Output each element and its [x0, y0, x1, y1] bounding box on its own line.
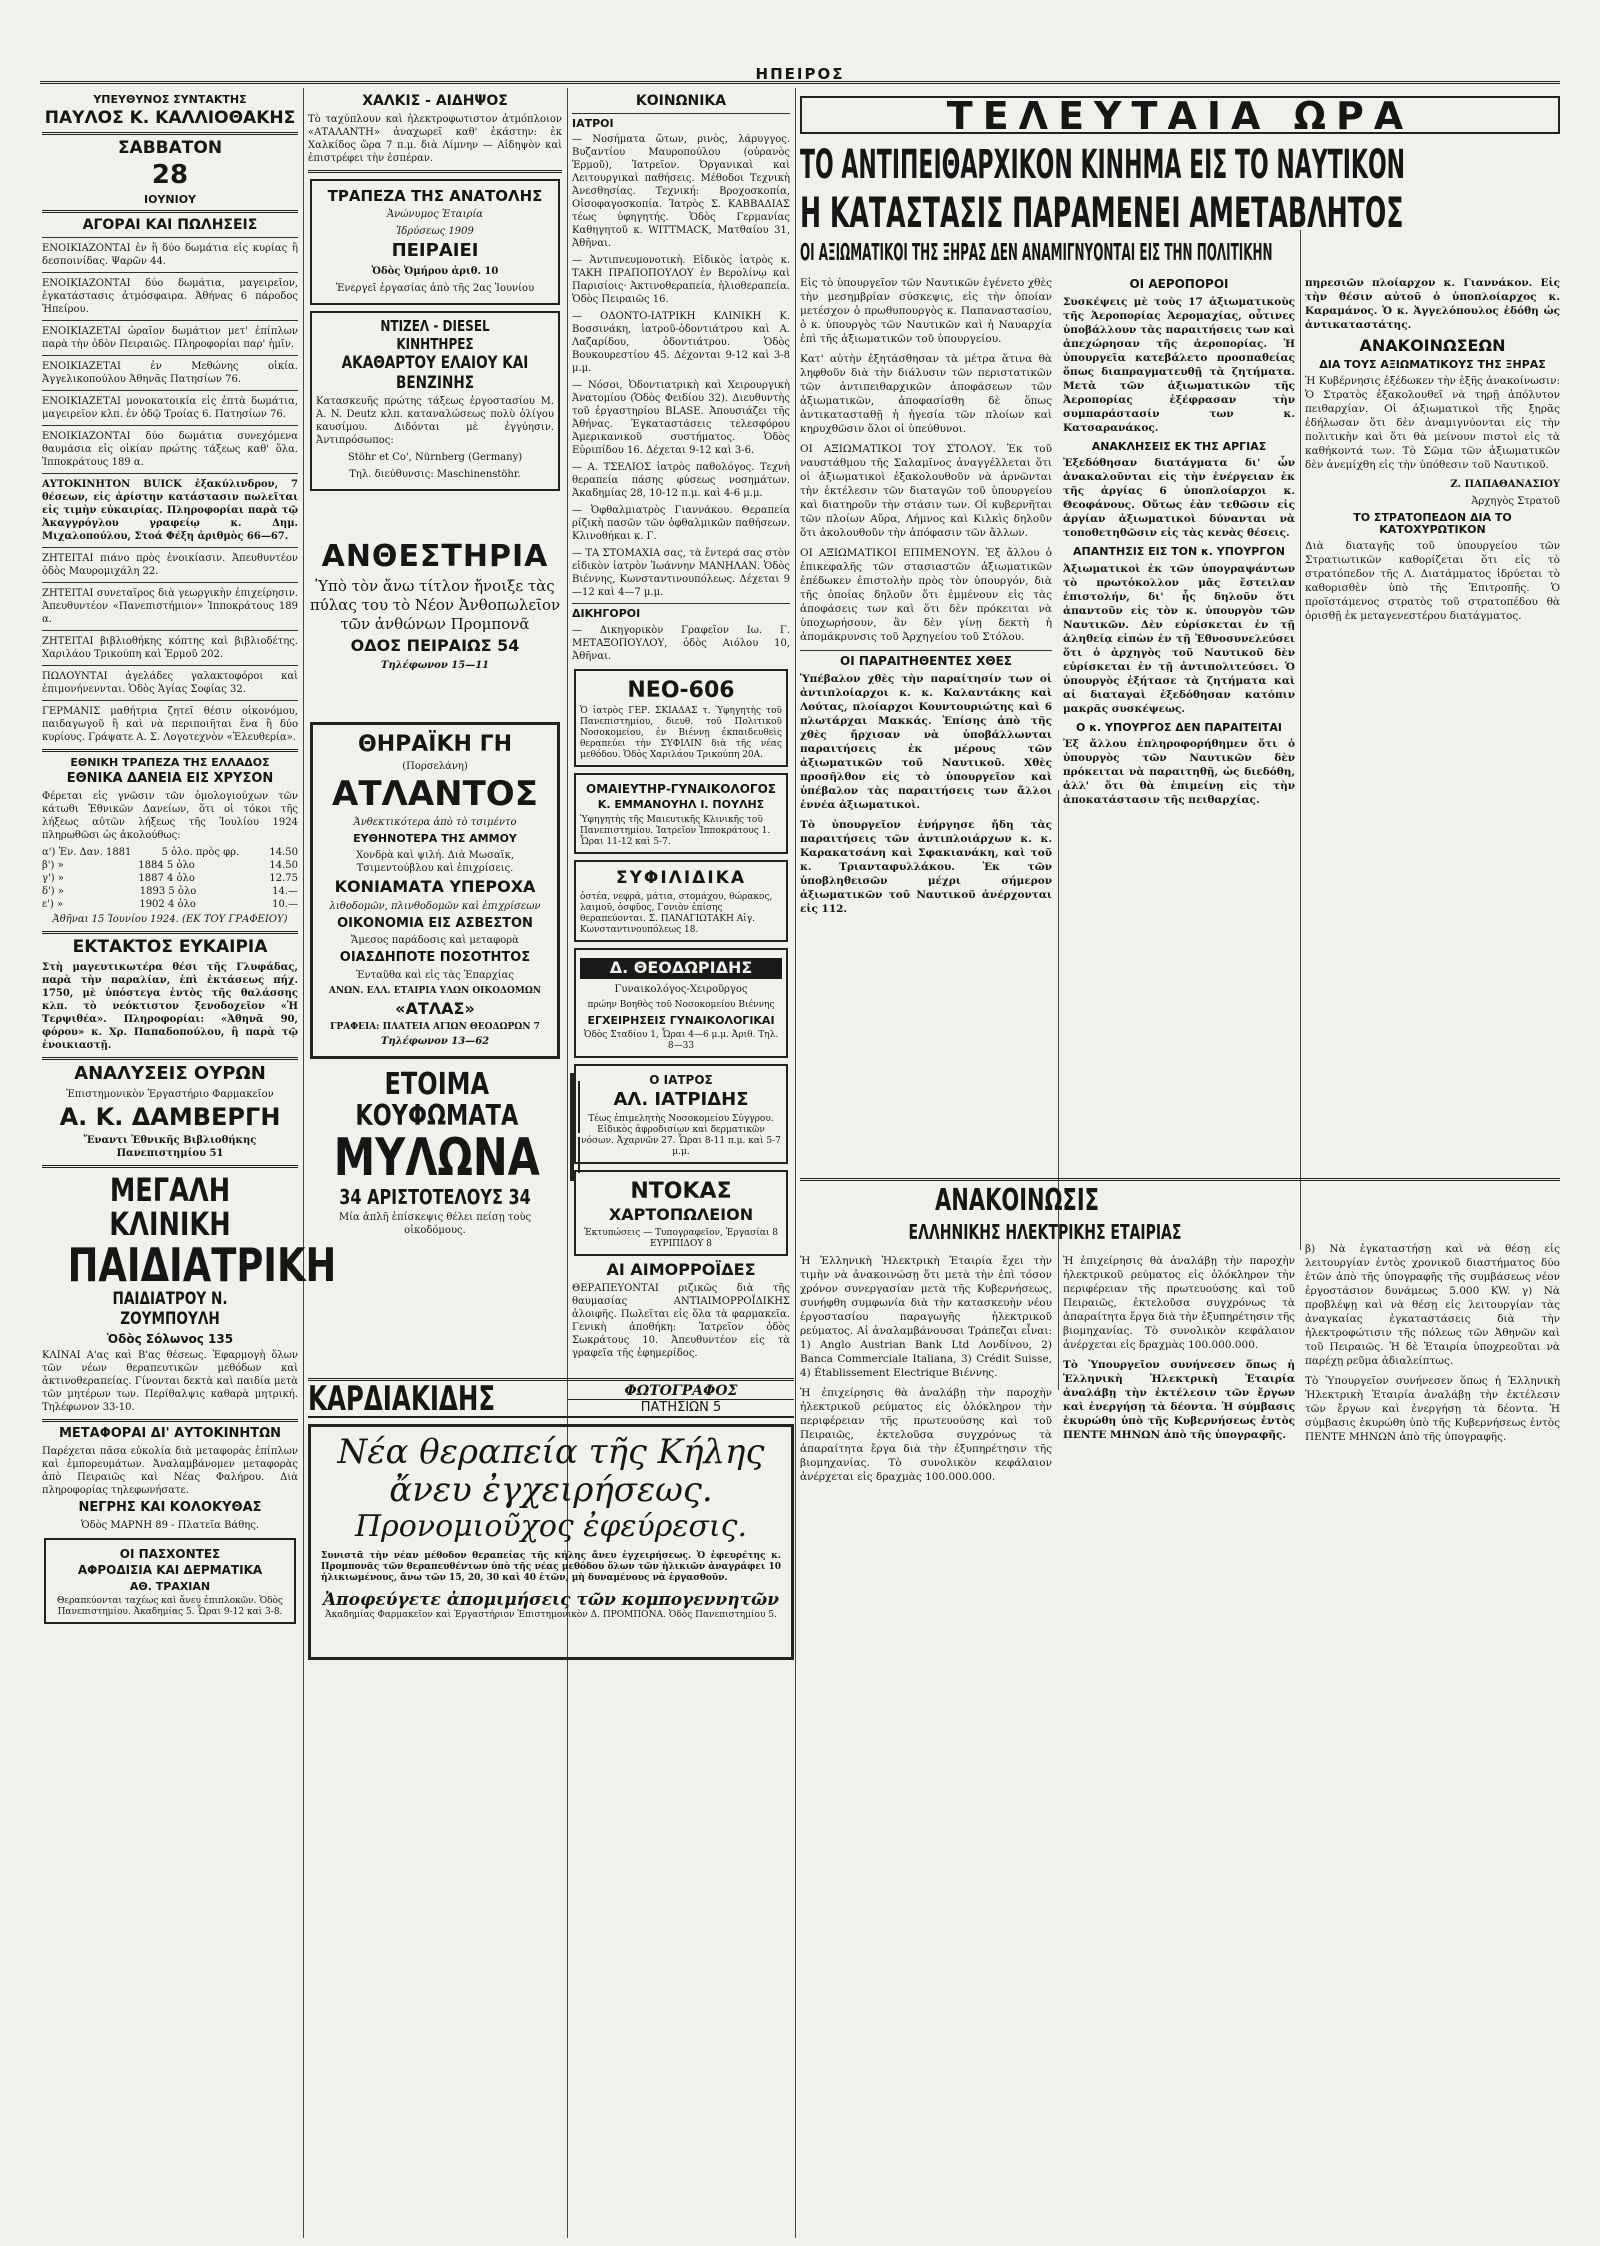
- announcement-signature: Ζ. ΠΑΠΑΘΑΝΑΣΙΟΥ: [1450, 479, 1560, 491]
- aviators-heading: ΟΙ ΑΕΡΟΠΟΡΟΙ: [1129, 277, 1229, 291]
- hernia-ad-line: Προνομιοῦχος ἐφεύρεσις.: [354, 1509, 748, 1544]
- theodoridis-ad-role: Γυναικολόγος-Χειροῦργος: [614, 983, 748, 995]
- photographer-ad: [308, 1378, 794, 1418]
- column-rule: [567, 88, 568, 2238]
- lime-ad-title: ΘΗΡΑΪΚΗ ΓΗ: [358, 731, 512, 757]
- bank-notice-text: Φέρεται εἰς γνῶσιν τῶν ὁμολογιούχων τῶν κάτωθι Ἐθνικῶν Δανείων, ὅτι οἱ τόκοι τῆς λήξεως αὐτῶν λήξεως τῆς Ἰουλίου 1924 πληρωθῶσι ὡς ἀκολούθως:: [42, 790, 298, 841]
- electric-column-c: [1305, 1240, 1560, 2242]
- bank-ad-city: ΠΕΙΡΑΙΕΙ: [391, 240, 479, 262]
- camp-text: Διὰ διαταγῆς τοῦ ὑπουργείου τῶν Στρατιωτικῶν καθορίζεται ὅτι εἰς τὸ στρατόπεδον τῆς Λ. Διατάμματος ἰδρύεται τὸ καθορισθὲν ὑπὸ τῆς Ἐπιτροπῆς. Ὁ προϊστάμενος στρατὸς τοῦ στρατοπέδου θὰ ὁρισθῇ ἐκ μεταγενεστέρου διατάγματος.: [1305, 540, 1560, 623]
- bank-notice-title: ΕΘΝΙΚΗ ΤΡΑΠΕΖΑ ΤΗΣ ΕΛΛΑΔΟΣ: [70, 755, 270, 769]
- classified: ΕΝΟΙΚΙΑΖΟΝΤΑΙ δύο δωμάτια, μαγειρεῖον, ἐγκατάστασις ἀτμόσφαιρα. Ἀθήνας 6 πάροδος Ἠπείρου.: [42, 277, 298, 315]
- photographer-role: ΦΩΤΟΓΡΑΦΟΣ: [568, 1383, 794, 1400]
- classified: ΖΗΤΕΙΤΑΙ βιβλιοθήκης κόπτης καὶ βιβλιοδέτης. Χαριλάου Τρικούπη καὶ Ἑρμοῦ 202.: [42, 635, 298, 660]
- headline-3-box: [800, 238, 1560, 268]
- electric-text: Τὸ Ὑπουργεῖον συνήνεσεν ὅπως ἡ Ἑλληνικὴ Ἠλεκτρικὴ Ἑταιρία ἀναλάβῃ τὴν ἐκτέλεσιν τῶν ἔργων καὶ ἐνεργήσῃ τὰ δέοντα. Ἡ σύμβασις ἐκυρώθη ὑπὸ τῆς Κυβερνήσεως ἐντὸς ΠΕΝΤΕ ΜΗΝΩΝ ἀπὸ τῆς ὑπογραφῆς.: [1063, 1359, 1295, 1441]
- lime-ad-text: Χονδρὰ καὶ ψιλή. Διὰ Μωσαϊκ, Τσιμεντούβλου καὶ ἐπιχρίσεις.: [356, 849, 514, 874]
- hernia-ad-footer: Ἀκαδημίας Φαρμακεῖον καὶ Ἐργαστήριον Ἐπιστημονικὸν Δ. ΠΡΟΜΠΟΝΑ. Ὁδὸς Πανεπιστημίου 5.: [325, 1610, 777, 1620]
- date-number: 28: [151, 160, 189, 191]
- neo606-ad-title: ΝΕΟ-606: [627, 677, 735, 703]
- ntokas-ad: [574, 1170, 788, 1256]
- doctor-notice: — Α. ΤΣΕΛΙΟΣ ἰατρὸς παθολόγος. Τεχνὴ θεραπεία πάσης φύσεως νοσημάτων. Ἀκαδημίας 28, 10-12 π.μ. καὶ 4-6 μ.μ.: [572, 462, 790, 500]
- theodoridis-ad-operations: ΕΓΧΕΙΡΗΣΕΙΣ ΓΥΝΑΙΚΟΛΟΓΙΚΑΙ: [587, 1013, 775, 1027]
- car-ad: ΑΥΤΟΚΙΝΗΤΟΝ BUICK ἑξακύλινδρον, 7 θέσεων, εἰς ἀρίστην κατάστασιν πωλεῖται εἰς τιμὴν εὐκαιρίας. Πληροφορίαι παρὰ τῷ Ἀκαγγρόγλου γραφείῳ κ. Δημ. Μιχαλοπούλου, Στοά Φέξη ἀριθμὸς 66—67.: [42, 478, 298, 542]
- ntokas-ad-text: Ἐκτυπώσεις — Τυπογραφεῖον, Ἐργασίαι 8 ΕΥΡΙΠΙΔΟΥ 8: [583, 1227, 779, 1249]
- hernia-ad-line: Νέα θεραπεία τῆς Κήλης: [337, 1432, 765, 1472]
- lime-ad-company: ΑΝΩΝ. ΕΛΛ. ΕΤΑΙΡΙΑ ΥΛΩΝ ΟΙΚΟΔΟΜΩΝ: [328, 986, 542, 997]
- article-paragraph: Εἰς τὸ ὑπουργεῖον τῶν Ναυτικῶν ἐγένετο χθὲς τὴν μεσημβρίαν σύσκεψις, εἰς τὴν ὁποίαν μετέσχον ὁ πρωθυπουργὸς κ. Παπαναστασίου, ὁ κ. ὑπουργὸς τῶν Ναυτικῶν καὶ ἡ Ναυαρχία ἐπὶ τῆς ἀξιωματικῶν τοῦ ὑπουργείου.: [800, 277, 1052, 345]
- doctors-heading: ΙΑΤΡΟΙ: [572, 116, 614, 130]
- lime-ad-economy: ΟΙΚΟΝΟΜΙΑ ΕΙΣ ΑΣΒΕΣΤΟΝ: [337, 915, 533, 931]
- column-3: [572, 90, 790, 1375]
- diesel-ad-title: ΝΤΙΖΕΛ - DIESEL ΚΙΝΗΤΗΡΕΣ: [380, 317, 490, 354]
- frames-ad-brand: ΜΥΛΩΝΑ: [333, 1127, 540, 1188]
- headline-1: ΤΟ ΑΝΤΙΠΕΙΘΑΡΧΙΚΟΝ ΚΙΝΗΜΑ ΕΙΣ ΤΟ ΝΑΥΤΙΚΟΝ: [800, 142, 1406, 188]
- transport-address: Ὁδὸς ΜΑΡΝΗ 89 - Πλατεῖα Βάθης.: [81, 1519, 259, 1531]
- announcement-heading: ΑΝΑΚΟΙΝΩΣΕΩΝ: [1359, 336, 1506, 355]
- lime-ad-office: ΓΡΑΦΕΙΑ: ΠΛΑΤΕΙΑ ΑΓΙΩΝ ΘΕΟΔΩΡΩΝ 7: [330, 1021, 540, 1032]
- diesel-ad-telegram: Τηλ. διεύθυνσις: Maschinenstöhr.: [349, 469, 521, 481]
- section-title: ΑΓΟΡΑΙ ΚΑΙ ΠΩΛΗΣΕΙΣ: [82, 217, 258, 234]
- lime-ad-quantity: ΟΙΑΣΔΗΠΟΤΕ ΠΟΣΟΤΗΤΟΣ: [339, 950, 531, 966]
- headline-2-box: [800, 190, 1560, 236]
- venereal-ad-subtitle: ΑΦΡΟΔΙΣΙΑ ΚΑΙ ΔΕΡΜΑΤΙΚΑ: [77, 1563, 263, 1578]
- column-rule: [303, 88, 304, 2238]
- theodoridis-ad-address: Ὁδὸς Σταδίου 1, Ὧραι 4—6 μ.μ. Ἀριθ. Τηλ. 8—33: [583, 1030, 779, 1052]
- anthesteria-phone: Τηλέφωνον 15—11: [380, 659, 490, 671]
- opportunity-title: ΕΚΤΑΚΤΟΣ ΕΥΚΑΙΡΙΑ: [72, 936, 268, 957]
- iatridis-ad-title: Ο ΙΑΤΡΟΣ: [649, 1073, 713, 1088]
- bank-notice-subtitle: ΕΘΝΙΚΑ ΔΑΝΕΙΑ ΕΙΣ ΧΡΥΣΟΝ: [66, 771, 274, 787]
- classified: ΠΩΛΟΥΝΤΑΙ ἀγελάδες γαλακτοφόροι καὶ ἐπιμονήνεννται. Ὁδὸς Ἁγίας Σοφίας 32.: [42, 670, 298, 695]
- diesel-ad-text: Κατασκευῆς πρώτης τάξεως ἐργοστασίου M. A. N. Deutz κλπ. καταναλώσεως πολὺ ὀλίγου καυσίμου. Διδόνται μὲ ἐγγύησιν. Ἀντιπρόσωπος:: [316, 396, 554, 447]
- doctor-notice: — Νοσήματα ὤτων, ρινὸς, λάρυγγος. Βυζαντίου Μαυροπούλου (οὐρανὸς Ἑρμοῦ), Ἰατρεῖον. Ὀργανικαὶ καὶ Λειτουργικαὶ παθήσεις. Μέθοδοι Τεχνικὴ Ἀνεσθησίας. Τεχνική: Βροχοσκοπία, Οἰσοφαγοσκοπία. Ἰατρὸς Σ. ΚΑΒΒΑΔΙΑΣ τέως ὑφηγητής. Ὁδὸς Γερμανίας Καθηγητοῦ κ. WITTMACK, Ματθαίου 31, Ἀθῆναι.: [572, 134, 790, 250]
- lime-ad-location: Ἐνταῦθα καὶ εἰς τὰς Ἐπαρχίας: [355, 970, 515, 982]
- classified: ΓΕΡΜΑΝΙΣ μαθήτρια ζητεῖ θέσιν οἰκονόμου, παιδαγωγοῦ ἢ καὶ νὰ περιποιῆται ἕνα ἢ δύο κυρίους. Γράψατε Α. Σ. Λογοτεχνὸν «Ἐλευθερία».: [42, 705, 298, 743]
- frames-address: 34 ΑΡΙΣΤΟΤΕΛΟΥΣ 34: [339, 1184, 531, 1209]
- newspaper-title: ΗΠΕΙΡΟΣ: [755, 65, 845, 83]
- lime-ad-delivery: Ἄμεσος παράδοσις καὶ μεταφορὰ: [351, 935, 519, 947]
- lawyer-notice: — Δικηγορικὸν Γραφεῖον Ιω. Γ. ΜΕΤΑΞΟΠΟΥΛΟΥ, ὁδὸς Αιόλου 10, Ἀθῆναι.: [572, 624, 790, 662]
- article-column-b: [1063, 274, 1295, 1170]
- announcement-text: Ἡ Κυβέρνησις ἐξέδωκεν τὴν ἑξῆς ἀνακοίνωσιν: Ὁ Στρατὸς ἐξακολουθεῖ νὰ τηρῇ ἀπόλυτον πειθαρχίαν. Οἱ ἀξιωματικοὶ τῆς ξηρᾶς ἐδήλωσαν ὅτι δὲν ἀναμιγνύονται εἰς τὴν πολιτικὴν καὶ ὅτι θὰ μείνουν πιστοὶ εἰς τὰ καθήκοντά των. Τὸ Σῶμα τῶν ἀξιωματικῶν δὲν ἀνεμίχθη εἰς τὴν ὑπόθεσιν τοῦ Ναυτικοῦ.: [1305, 375, 1560, 472]
- classified: ΕΝΟΙΚΙΑΖΕΤΑΙ μονοκατοικία εἰς ἐπτὰ δωμάτια, μαγειρεῖον κλπ. ἐν ὁδῷ Τροίας 6. Πατησίων 76.: [42, 395, 298, 420]
- hernia-ad-slogan: Ἀποφεύγετε ἀπομιμήσεις τῶν κομπογεννητῶν: [322, 1590, 779, 1610]
- doctor-notice: — ΟΔΟΝΤΟ-ΙΑΤΡΙΚΗ ΚΛΙΝΙΚΗ Κ. Βοσσινάκη, ἰατροῦ-ὀδοντιάτρου καὶ Α. Λαζαρίδου, ὀδοντιάτρου. Ὁδὸς Βουκουρεστίου 45. Δέχονται 9-12 καὶ 3-8 μ.μ.: [572, 311, 790, 375]
- urine-analysis-title: ΑΝΑΛΥΣΕΙΣ ΟΥΡΩΝ: [74, 1062, 266, 1084]
- editor-name: ΠΑΥΛΟΣ Κ. ΚΑΛΛΙΟΘΑΚΗΣ: [44, 107, 296, 128]
- classified: ΕΝΟΙΚΙΑΖΕΤΑΙ ὡραῖον δωμάτιον μετ' ἐπίπλων παρὰ τὴν ὁδὸν Πειραιῶς. Πληροφορίαι παρ' ἡμῖν.: [42, 325, 298, 350]
- ntokas-ad-title: ΝΤΟΚΑΣ: [630, 1178, 732, 1204]
- article-paragraph: πηρεσιῶν πλοίαρχον κ. Γιαννάκον. Εἰς τὴν θέσιν αὐτοῦ ὁ ὑποπλοίαρχος κ. Καραμάνος. Ὁ κ. Ἀγγελόπουλος ἐδόθη ὡς ἀντικαταστάτης.: [1305, 277, 1560, 331]
- classified: ΖΗΤΕΙΤΑΙ πιάνο πρὸς ἐνοικίασιν. Ἀπευθυντέον ὁδὸς Μαυρομιχάλη 22.: [42, 552, 298, 577]
- diesel-ad-company: Stöhr et Co', Nürnberg (Germany): [347, 452, 523, 464]
- theodoridis-ad-name: Δ. ΘΕΟΔΩΡΙΔΗΣ: [580, 958, 782, 979]
- bank-ad-title: ΤΡΑΠΕΖΑ ΤΗΣ ΑΝΑΤΟΛΗΣ: [327, 186, 543, 205]
- bank-ad-founded: Ἱδρύσεως 1909: [396, 226, 474, 238]
- month: ΙΟΥΝΙΟΥ: [143, 192, 197, 206]
- lime-ad-brand: ΑΤΛΑΝΤΟΣ: [332, 773, 538, 814]
- headline-1-box: [800, 142, 1560, 188]
- iatridis-ad: [574, 1064, 788, 1163]
- transport-text: Παρέχεται πᾶσα εὐκολία διὰ μεταφορὰς ἐπίπλων καὶ ἐμπορευμάτων. Ἀναλαμβάνομεν μεταφορὰς ἀπὸ Πειραιῶς καὶ Νέας Φαλήρου. Διὰ πληροφορίας τηλεφωνήσατε.: [42, 1446, 298, 1497]
- bond-row: β') » 1884 5 ὁλο 14.50: [42, 859, 298, 871]
- venereal-ad: [44, 1538, 296, 1625]
- announcement-signature-role: Ἀρχηγὸς Στρατοῦ: [1471, 496, 1560, 508]
- diesel-ad-subtitle: ΑΚΑΘΑΡΤΟΥ ΕΛΑΙΟΥ ΚΑΙ ΒΕΝΖΙΝΗΣ: [341, 353, 529, 394]
- electric-text: β) Νὰ ἐγκαταστήσῃ καὶ νὰ θέσῃ εἰς λειτουργίαν ἐντὸς χρονικοῦ διαστήματος δύο ἐτῶν ἀπὸ τῆς ὑπογραφῆς τῆς συμβάσεως νέον ἐργοστάσιον δυνάμεως 5.000 KW. γ) Νὰ προβλέψῃ καὶ νὰ θέσῃ εἰς λειτουργίαν τὰς ἀναγκαίας ἐγκαταστάσεις διὰ τὴν ἠλεκτροφώτισιν τῆς πόλεως τῶν Ἀθηνῶν καὶ τοῦ Πειραιῶς. Ἡ δὲ Ἑταιρία ὑποχρεοῦται νὰ παρέχῃ ρεῦμα ἀδιαλείπτως.: [1305, 1243, 1560, 1367]
- bond-row: δ') » 1893 5 ὁλο 14.—: [42, 885, 298, 897]
- classified: ΕΝΟΙΚΙΑΖΕΤΑΙ ἐν Μεθώνης οἰκία. Ἀγγελικοπούλου Ἀθηνᾶς Πατησίων 76.: [42, 360, 298, 385]
- gynecologist-ad-title: ΟΜΑΙΕΥΤΗΡ-ΓΥΝΑΙΚΟΛΟΓΟΣ: [586, 781, 776, 796]
- electric-text: Τὸ Ὑπουργεῖον συνήνεσεν ὅπως ἡ Ἑλληνικὴ Ἠλεκτρικὴ Ἑταιρία ἀναλάβῃ τὴν ἐκτέλεσιν τῶν ἔργων καὶ ἐνεργήσῃ τὰ δέοντα. Ἡ σύμβασις ἐκυρώθη ὑπὸ τῆς Κυβερνήσεως ἐντὸς ΠΕΝΤΕ ΜΗΝΩΝ ἀπὸ τῆς ὑπογραφῆς.: [1305, 1375, 1560, 1443]
- column-rule: [795, 88, 796, 2238]
- reply-text: Ἀξιωματικοὶ ἐκ τῶν ὑπογραψάντων τὸ πρωτόκολλον μᾶς ἔστειλαν ἐπιστολήν, δι' ἧς δηλοῦν ὅτι ἀπαντοῦν εἰς τὸν κ. ὑπουργὸν τῶν Ναυτικῶν. Δὲν εὑρίσκεται ἐν τῇ ἀληθείᾳ εἰπὼν ἐν τῇ Ἐθνοσυνελεύσει ὅτι ὁ ἀρχηγὸς τοῦ Ναυτικοῦ δὲν εὑρίσκεται ἐν τῇ ἀντιπολιτεύσει. Ὁ ὑπουργὸς ἐξήτασε τὰ ζητήματα καὶ αἱ διαταγαὶ ἐξεδόθησαν κατόπιν μακρᾶς συσκέψεως.: [1063, 562, 1295, 715]
- ferry-text: Τὸ ταχύπλουν καὶ ἡλεκτροφωτιστον ἀτμόπλοιον «ΑΤΑΛΑΝΤΗ» ἀναχωρεῖ καθ' ἑκάστην: ἐκ Χαλκίδος ὥρα 7 π.μ. διὰ Λίμνην — Αἰδηψὸν καὶ ἐπιστρέφει τὴν ἑσπέραν.: [308, 113, 562, 164]
- last-hour-title: ΤΕΛΕΥΤΑΙΑ ΩΡΑ: [946, 94, 1414, 138]
- anthesteria-address: ΟΔΟΣ ΠΕΙΡΑΙΩΣ 54: [350, 635, 520, 655]
- urine-analysis-subtitle: Ἐπιστημονικὸν Ἐργαστήριο Φαρμακεῖον: [66, 1088, 274, 1100]
- doctor-notice: — ΤΑ ΣΤΟΜΑΧΙΑ σας, τὰ ἔντερά σας στὸν εἰδικὸν ἰατρὸν Ἰωάννην ΜΑΝΗΛΑΝ. Ὁδὸς Βιέννης, Κωνσταντινουπόλεως. Δέχεται 9—12 καὶ 4—7 μ.μ.: [572, 548, 790, 599]
- headline-3: ΟΙ ΑΞΙΩΜΑΤΙΚΟΙ ΤΗΣ ΞΗΡΑΣ ΔΕΝ ΑΝΑΜΙΓΝΥΟΝΤΑΙ ΕΙΣ ΤΗΝ ΠΟΛΙΤΙΚΗΝ: [800, 240, 1273, 266]
- theodoridis-ad: [574, 948, 788, 1058]
- article-paragraph: ΟΙ ΑΞΙΩΜΑΤΙΚΟΙ ΤΟΥ ΣΤΟΛΟΥ. Ἐκ τοῦ ναυστάθμου τῆς Σαλαμῖνος ἀναγγέλλεται ὅτι οἱ ἀξιωματικοὶ ἐξακολουθοῦν νὰ ἀρνῶνται τὴν ἐκτέλεσιν τῶν διαταγῶν τοῦ ὑπουργείου καὶ διατηροῦν τὴν στάσιν των. Οἱ κυβερνῆται τῶν πλοίων Αὔρα, Λήμνος καὶ Κιλκὶς δηλοῦν ὅτι ἀκολουθοῦν τὴν ἀπόφασιν τῶν ἄλλων.: [800, 443, 1052, 539]
- urine-analysis-address: Ἔναντι Ἐθνικῆς Βιβλιοθήκης Πανεπιστημίου 51: [83, 1134, 257, 1159]
- masthead: [40, 64, 1560, 84]
- electric-column-b: [1063, 1252, 1295, 2242]
- venereal-ad-doctor: ΑΘ. ΤΡΑΧΙΑΝ: [129, 1579, 211, 1593]
- venereal-ad-title: ΟΙ ΠΑΣΧΟΝΤΕΣ: [119, 1546, 221, 1561]
- clinic-title: ΜΕΓΑΛΗ ΚΛΙΝΙΚΗ: [109, 1170, 231, 1243]
- electric-heading-box: [800, 1178, 1560, 1218]
- lime-ad: [310, 722, 560, 1059]
- lime-ad-phone: Τηλέφωνον 13—62: [380, 1035, 490, 1047]
- bond-row: α') Ἐν. Δαν. 1881 5 ὁλο. πρὸς φρ. 14.50: [42, 846, 298, 858]
- column-1: [42, 90, 337, 2238]
- last-hour-banner: [800, 94, 1560, 138]
- doctor-notice: — Ὀφθαλμιατρὸς Γιαννάκου. Θεραπεία ρίζικὴ πασῶν τῶν ὀφθαλμικῶν παθήσεων. Κλινοθήκαι κ. Γ.: [572, 505, 790, 543]
- anthesteria-title: ΑΝΘΕΣΤΗΡΙΑ: [321, 539, 549, 575]
- opportunity-text: Στὴ μαγευτικωτέρα θέσι τῆς Γλυφάδας, παρὰ τὴν παραλίαν, ἐπὶ ἐκτάσεως πήχ. 1750, μὲ ὑπόστεγα ἐντὸς τῆς θαλάσσης κλπ. τὸ νεόκτιστον ξενοδοχεῖον «Ἡ Τερψιθέα». Πληροφορίαι: «Ἀθηνᾶ 90, φόρου» κ. Χρ. Παπαδοπούλου, ἢ παρὰ τῷ ἐνοικιαστῇ.: [42, 961, 298, 1051]
- syphilis-ad: [574, 860, 788, 942]
- column-2: [308, 90, 562, 1375]
- lawyers-heading: ΔΙΚΗΓΟΡΟΙ: [572, 607, 641, 621]
- editor-label: ΥΠΕΥΘΥΝΟΣ ΣΥΝΤΑΚΤΗΣ: [93, 93, 247, 106]
- clinic-title-large: ΠΑΙΔΙΑΤΡΙΚΗ: [67, 1237, 337, 1292]
- social-section-title: ΚΟΙΝΩΝΙΚΑ: [635, 93, 727, 109]
- camp-heading: ΤΟ ΣΤΡΑΤΟΠΕΔΟΝ ΔΙΑ ΤΟ ΚΑΤΟΧΥΡΩΤΙΚΟΝ: [1353, 511, 1512, 536]
- lime-ad-company-name: «ΑΤΛΑΣ»: [395, 999, 475, 1019]
- article-column-a: [800, 274, 1052, 1170]
- theodoridis-ad-text: πρώην Βοηθὸς τοῦ Νοσοκομείου Βιέννης: [587, 999, 775, 1010]
- bond-row: ε') » 1902 4 ὁλο 10.—: [42, 898, 298, 910]
- resignations-heading: ΟΙ ΠΑΡΑΙΤΗΘΕΝΤΕΣ ΧΘΕΣ: [840, 654, 1012, 668]
- article-paragraph: ΟΙ ΑΞΙΩΜΑΤΙΚΟΙ ΕΠΙΜΕΝΟΥΝ. Ἐξ ἄλλου ὁ ἐπικεφαλῆς τῶν στασιαστῶν ἀξιωματικῶν ἐπέδωκεν ἐπιστολὴν πρὸς τὸν ὑπουργόν, διὰ τῆς ὁποίας δηλοῦν ὅτι ἐμμένουν εἰς τὰς ἀποφάσεις των καὶ ὅτι δὲν πρόκειται νὰ ὑποχωρήσουν, ἂν δὲν γίνῃ δεκτὴ ἡ ἀπομάκρυνσις τοῦ Ἀρχηγείου τοῦ Στόλου.: [800, 547, 1052, 643]
- syphilis-ad-title: ΣΥΦΙΛΙΔΙΚΑ: [616, 868, 746, 889]
- venereal-ad-text: Θεραπεύονται ταχέως καὶ ἄνευ ἐπιπλοκῶν. Ὁδὸς Πανεπιστημίου. Ἀκαδημίας 5. Ὧραι 9-12 καὶ 3-8.: [57, 1596, 283, 1618]
- doctor-notice: — Ἀντιπνευμονοτικὴ. Εἰδικὸς ἰατρὸς κ. ΤΑΚΗ ΠΡΑΠΟΠΟΥΛΟΥ ἐν Βερολίνῳ καὶ Παρισίοις· Ἀκτινοθεραπεία, ἡλιοθεραπεία. Ὁδὸς Πειραιῶς 16.: [572, 255, 790, 306]
- frames-ad: [308, 1066, 562, 1188]
- aviators-text: Συσκέψεις μὲ τοὺς 17 ἀξιωματικοὺς τῆς Ἀεροπορίας Ἀερομαχίας, οὗτινες ὑποβάλλουν τὰς παραιτήσεις των καὶ ἀπεχώρησαν τῆς ἀεροπορίας. Ἡ ὑπουργεῖα κατεβάλετο προσπαθείας ὅπως διαπραγματευθῇ τὰ ζητήματα. Μετὰ τῶν ἀξιωματικῶν τῆς Ἀεροπορίας ἐξέφρασαν τὴν συμπαράστασίν των κ. Κατσαρανάκος.: [1063, 295, 1295, 434]
- electric-subheading-box: [800, 1218, 1300, 1246]
- column-rule: [1300, 230, 1301, 1250]
- electric-text: Ἡ ἐπιχείρησις θὰ ἀναλάβῃ τὴν παροχὴν ἠλεκτρικοῦ ρεύματος εἰς ὁλόκληρον τὴν περιφέρειαν τῆς πρωτευούσης καὶ τοῦ Πειραιῶς, ἐκτελοῦσα συγχρόνως τὰ ἀπαραίτητα ἔργα διὰ τὴν ἐξυπηρέτησιν τῆς βιομηχανίας. Τὸ συνολικὸν κεφάλαιον ἀνέρχεται εἰς δραχμὰς 100.000.000.: [1063, 1255, 1295, 1351]
- gynecologist-ad-name: Κ. ΕΜΜΑΝΟΥΗΛ Ι. ΠΟΥΛΗΣ: [597, 798, 765, 812]
- ferry-title: ΧΑΛΚΙΣ - ΑΙΔΗΨΟΣ: [362, 93, 508, 109]
- classified: ΕΝΟΙΚΙΑΖΟΝΤΑΙ ἐν ἢ δύο δωμάτια εἰς κυρίας ἢ δεσποινίδας. Ψαρῶν 44.: [42, 242, 298, 267]
- clinic-text: ΚΛΙΝΑΙ Α'ας καὶ Β'ας θέσεως. Ἐφαρμογὴ ὅλων τῶν νέων θεραπευτικῶν μεθόδων καὶ ἀκτινοθεραπείας. Γίνονται δεκτὰ καὶ παιδία μετὰ τῶν μητέρων των. Περίθαλψις καθαρὰ μητρική. Τηλέφωνον 33-10.: [42, 1350, 298, 1414]
- gynecologist-ad-text: Ὑφηγητὴς τῆς Μαιευτικῆς Κλινικῆς τοῦ Πανεπιστημίου. Ἰατρεῖον Ἱπποκράτους 1. Ὧραι 11-12 καὶ 5-7.: [580, 815, 771, 848]
- minister-heading: Ο κ. ΥΠΟΥΡΓΟΣ ΔΕΝ ΠΑΡΑΙΤΕΙΤΑΙ: [1076, 720, 1282, 734]
- diesel-ad: [310, 311, 560, 491]
- bond-row: γ') » 1887 4 ὁλο 12.75: [42, 872, 298, 884]
- electric-heading: ΑΝΑΚΟΙΝΩΣΙΣ: [935, 1183, 1099, 1218]
- bank-ad: [310, 179, 560, 306]
- classified: ΕΝΟΙΚΙΑΖΟΝΤΑΙ δύο δωμάτια συνεχόμενα θαυμάσια εἰς οἰκίαν πρώτης τάξεως καθ' ὅλα. Ἱπποκράτους 189 α.: [42, 430, 298, 468]
- hernia-ad-text: Συνιστᾶ τὴν νέαν μέθοδον θεραπείας τῆς κήλης ἄνευ ἐγχειρήσεως. Ὁ ἐφευρέτης κ. Προμπονᾶς τῶν θεραπευθέντων ὑπὸ τῆς νέας μεθόδου ὅλων τῶν ἡλικιῶν ἀναγράφει 10 ἡλικιωμένους, ἄνω τῶν 15, 20, 30 καὶ 40 ἐτῶν, μὴ δυναμένους νὰ ἐργασθοῦν.: [321, 1551, 781, 1583]
- neo606-ad-text: Ὁ ἰατρὸς ΓΕΡ. ΣΚΙΑΔΑΣ τ. Ὑφηγητὴς τοῦ Πανεπιστημίου, διευθ. τοῦ Πολιτικοῦ Νοσοκομείου, ἐν Βιέννῃ ἐκπαιδευθεὶς θεραπεύει τὴν ΣΥΦΙΛΙΝ διὰ τῆς νέας μεθόδου. Ὁδὸς Χαριλάου Τρικούπη 20Α.: [580, 705, 782, 760]
- recall-heading: ΑΝΑΚΛΗΣΕΙΣ ΕΚ ΤΗΣ ΑΡΓΙΑΣ: [1091, 439, 1267, 453]
- lime-ad-highlight: ΚΟΝΙΑΜΑΤΑ ΥΠΕΡΟΧΑ: [334, 876, 536, 896]
- resignations-text: Ὑπέβαλον χθὲς τὴν παραίτησίν των οἱ ἀντιπλοίαρχοι κ. κ. Καλαντάκης καὶ Λούτας, πλοίαρχοι Κουντουριώτης καὶ 6 πλωτάρχαι Μακκάς. Ἐπίσης ἀπὸ τῆς χθὲς ἤρχισαν νὰ ὑποβάλλωνται παραιτήσεις ἐκ μέρους τῶν ἀξιωματικῶν τοῦ Ναυτικοῦ. Χθὲς προσῆλθον εἰς τὸ ὑπουργεῖον καὶ ὑπέβαλον τὰς παραιτήσεις των ἄλλοι ἐννέα ἀξιωματικοὶ.: [800, 672, 1052, 811]
- minister-text: Ἐξ ἄλλου ἐπληροφορήθημεν ὅτι ὁ ὑπουργὸς τῶν Ναυτικῶν δὲν πρόκειται νὰ παραιτηθῇ, ὡς διεδόθη, ἀλλ' ὅτι θὰ ἐπιμείνῃ εἰς τὴν ἀποκατάστασιν τῆς πειθαρχίας.: [1063, 738, 1295, 807]
- hernia-ad: [308, 1424, 794, 1660]
- photographer-name: ΚΑΡΔΙΑΚΙΔΗΣ: [308, 1378, 496, 1419]
- ntokas-ad-subtitle: ΧΑΡΤΟΠΩΛΕΙΟΝ: [608, 1204, 754, 1224]
- photographer-address: ΠΑΤΗΣΙΩΝ 5: [640, 1399, 722, 1415]
- doctor-notice: — Νόσοι, Ὀδοντιατρικὴ καὶ Χειρουργικὴ Ἀνατομίου (Ὁδὸς Φειδίου 32). Διευθυντὴς τοῦ ἐργαστηρίου BLASE. Ἀπουσιάζει τῆς Ἀθήνας. Ἐγκαταστάσεις τελεσφόρου Ἀμερικανικοῦ συστήματος. Ὁδὸς Εὐριπίδου 16. Δέχεται 9-12 καὶ 3-6.: [572, 380, 790, 457]
- electric-column-a: [800, 1252, 1052, 2242]
- lime-ad-subtitle: (Πορσελάνη): [402, 760, 468, 772]
- bank-ad-hours: Ἐνεργεῖ ἐργασίας ἀπὸ τῆς 2ας Ἰουνίου: [335, 283, 535, 295]
- bank-ad-address: Ὁδὸς Ὁμήρου ἀριθ. 10: [371, 266, 499, 278]
- transport-name: ΝΕΓΡΗΣ ΚΑΙ ΚΟΛΟΚΥΘΑΣ: [78, 1500, 262, 1516]
- anthesteria-text: Ὑπὸ τὸν ἄνω τίτλον ἤνοιξε τὰς πύλας του τὸ Νέον Ἀνθοπωλεῖον τῶν ἀνθώνων Προμπονᾶ: [309, 576, 561, 633]
- haemorrhoids-title: ΑΙ ΑΙΜΟΡΡΟΪΔΕΣ: [606, 1259, 756, 1279]
- syphilis-ad-text: ὀστέα, νεφρά, μάτια, στομάχου, θώρακος, λαιμοῦ, ὀσφῦος, Γονιὸν ἐπίσης θεραπεύονται. Σ. ΠΑΝΑΓΙΩΤΑΚΗ Αἰγ. Κωνσταντινουπόλεως 18.: [580, 891, 773, 935]
- bank-ad-subtitle: Ἀνώνυμος Ἑταιρία: [386, 209, 484, 221]
- column-rule: [1058, 790, 1059, 1390]
- electric-text: Ἡ Ἑλληνικὴ Ἠλεκτρικὴ Ἑταιρία ἔχει τὴν τιμὴν νὰ ἀνακοινώσῃ ὅτι μετὰ τὴν ἐπὶ τόσον χρόνον συνεργασίαν μετὰ τῆς Κυβερνήσεως, συνήφθη συμφωνία διὰ τὴν κατασκευὴν νέου ἐργοστασίου παραγωγῆς ἠλεκτρικοῦ ρεύματος. Αἱ ἀναλαμβάνουσαι Τράπεζαι εἶναι: 1) Anglo Austrian Bank Ltd Λονδίνου, 2) Banca Commerciale Italiana, 3) Crédit Suisse, 4) Établissement Electrique Βιέννης.: [800, 1255, 1052, 1379]
- article-column-c: [1305, 274, 1560, 1170]
- lime-ad-text: λιθοδομῶν, πλινθοδομῶν καὶ ἐπιχρίσεων: [329, 900, 541, 912]
- classified: ΖΗΤΕΙΤΑΙ συνεταῖρος διὰ γεωργικὴν ἐπιχείρησιν. Ἀπευθυντέον «Πανεπιστήμιον» Ἱπποκράτους 189 α.: [42, 587, 298, 625]
- urine-analysis-name: Α. Κ. ΔΑΜΒΕΡΓΗ: [59, 1102, 281, 1131]
- resignations-text: Τὸ ὑπουργεῖον ἐνήργησε ἤδη τὰς παραιτήσεις τῶν ἀντιπλοιάρχων κ. κ. Καρακατσάνη καὶ Σφακιανάκη, καὶ τοῦ κ. Τριανταφυλλάκου. Ἐκ τῶν ὑποβληθεισῶν μέχρι σήμερον ἀξιωματικῶν τοῦ Ναυτικοῦ ἀνέρχονται εἰς 112.: [800, 818, 1052, 915]
- headline-2: Η ΚΑΤΑΣΤΑΣΙΣ ΠΑΡΑΜΕΝΕΙ ΑΜΕΤΑΒΛΗΤΟΣ: [800, 188, 1404, 237]
- neo606-ad: [574, 669, 788, 767]
- gynecologist-ad: [574, 773, 788, 854]
- article-paragraph: Κατ' αὐτὴν ἐξητάσθησαν τὰ μέτρα ἅτινα θὰ ληφθοῦν διὰ τὴν διάλυσιν τῶν περιστατικῶν τῶν ἀντιπειθαρχικῶν ἀποφάσεων τῶν ἀξιωματικῶν, ἀποφασίσθη δὲ ὅπως ἀντικατασταθῇ ἡ ἡγεσία τῶν πλοίων καὶ κηρυχθῶσιν ὅλοι οἱ ὑπεύθυνοι.: [800, 353, 1052, 435]
- transport-title: ΜΕΤΑΦΟΡΑΙ ΔΙ' ΑΥΤΟΚΙΝΗΤΩΝ: [58, 1426, 282, 1442]
- lime-ad-line: ΕΥΘΗΝΟΤΕΡΑ ΤΗΣ ΑΜΜΟΥ: [353, 832, 517, 846]
- frames-text: Μία ἁπλῆ ἐπίσκεψις θέλει πείσῃ τοὺς οἰκοδόμους.: [338, 1211, 532, 1236]
- frames-ad-title: ΚΟΥΦΩΜΑΤΑ: [355, 1098, 519, 1132]
- clinic-doctor: ΠΑΙΔΙΑΤΡΟΥ Ν. ΖΟΥΜΠΟΥΛΗ: [112, 1288, 228, 1329]
- reply-heading: ΑΠΑΝΤΗΣΙΣ ΕΙΣ ΤΟΝ κ. ΥΠΟΥΡΓΟΝ: [1073, 545, 1285, 559]
- bank-notice-footer: Ἀθῆναι 15 Ἰουνίου 1924. (ΕΚ ΤΟΥ ΓΡΑΦΕΙΟΥ): [52, 913, 288, 925]
- electric-subheading: ΕΛΛΗΝΙΚΗΣ ΗΛΕΚΤΡΙΚΗΣ ΕΤΑΙΡΙΑΣ: [908, 1220, 1182, 1244]
- iatridis-ad-name: ΑΛ. ΙΑΤΡΙΔΗΣ: [613, 1088, 749, 1110]
- hernia-ad-line: ἄνευ ἐγχειρήσεως.: [389, 1470, 713, 1510]
- haemorrhoids-text: ΘΕΡΑΠΕΥΟΝΤΑΙ ριζικῶς διὰ τῆς θαυμασίας ΑΝΤΙΑΙΜΟΡΡΟΪΔΙΚΗΣ ἀλοιφῆς. Πωλεῖται εἰς ὅλα τὰ φαρμακεῖα. Γενικὴ ἀποθήκη: Ἰατρεῖον ὁδὸς Σωκράτους 10. Ἀπευθυντέον εἰς τὰ γραφεῖα τῆς ἐφημερίδος.: [572, 1283, 790, 1360]
- weekday: ΣΑΒΒΑΤΟΝ: [117, 138, 223, 159]
- iatridis-ad-text: Τέως ἐπιμελητὴς Νοσοκομείου Σύγγρου. Εἰδικὸς ἀφροδισίων καὶ δερματικῶν νόσων. Ἀχαρνῶν 27. Ὧραι 8-11 π.μ. καὶ 5-7 μ.μ.: [581, 1113, 781, 1157]
- clinic-address: Ὁδὸς Σόλωνος 135: [106, 1331, 234, 1346]
- electric-text: Ἡ ἐπιχείρησις θὰ ἀναλάβῃ τὴν παροχὴν ἠλεκτρικοῦ ρεύματος εἰς ὁλόκληρον τὴν περιφέρειαν τῆς πρωτευούσης καὶ τοῦ Πειραιῶς, ἐκτελοῦσα συγχρόνως τὰ ἀπαραίτητα ἔργα διὰ τὴν ἐξυπηρέτησιν τῆς βιομηχανίας. Τὸ συνολικὸν κεφάλαιον ἀνέρχεται εἰς δραχμὰς 100.000.000.: [800, 1387, 1052, 1483]
- announcement-subheading: ΔΙΑ ΤΟΥΣ ΑΞΙΩΜΑΤΙΚΟΥΣ ΤΗΣ ΞΗΡΑΣ: [1319, 357, 1546, 371]
- recall-text: Ἐξεδόθησαν διατάγματα δι' ὧν ἀνακαλοῦνται εἰς τὴν ἐνέργειαν ἐκ τῆς ἀργίας 6 ὑποπλοίαρχοι κ. Θεοφάνους. Οὕτως ἐὰν τεθῶσιν εἰς ἀργίαν ἀξιωματικοὶ δύνανται νὰ τοποθετηθῶσιν εἰς τὰς κενὰς θέσεις.: [1063, 457, 1295, 540]
- lime-ad-line: Ἀνθεκτικότερα ἀπὸ τὸ τσιμέντο: [353, 817, 517, 829]
- frames-ad-title: ΕΤΟΙΜΑ: [384, 1066, 490, 1102]
